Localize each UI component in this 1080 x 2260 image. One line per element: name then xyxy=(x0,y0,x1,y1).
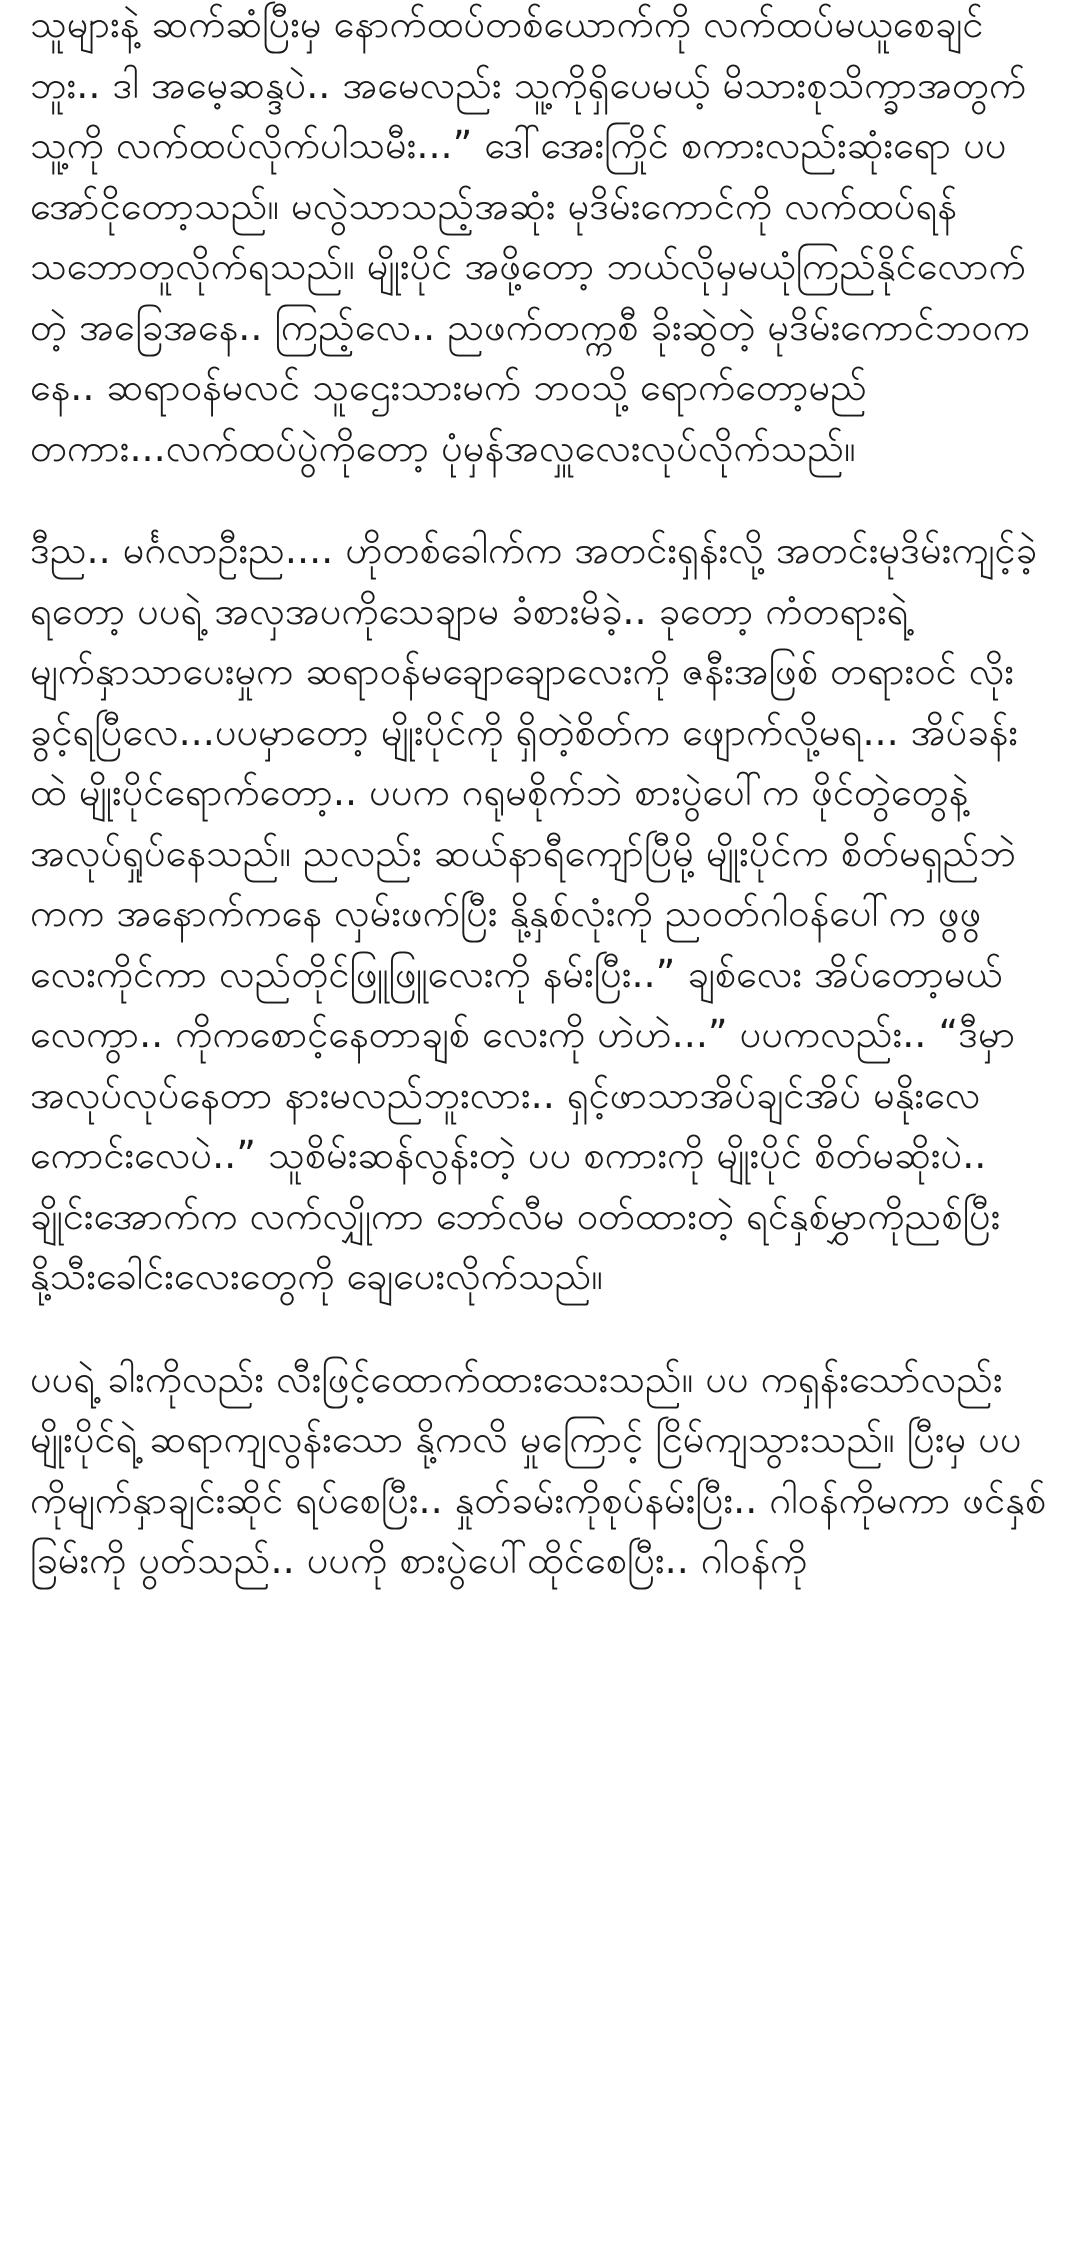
article-paragraph-1: သူများနဲ့ ဆက်ဆံပြီးမှ နောက်ထပ်တစ်ယောက်ကို လက်ထပ်မယူစေချင်ဘူး.. ဒါ အမေ့ဆန္ဒပဲ.. အမေလည်း သူ့ကိုရှိပေမယ့် မိသားစုသိက္ခာအတွက် သူ့ကို လက်ထပ်လိုက်ပါသမီး...” ဒေါ်အေးကြိုင် စကားလည်းဆုံးရော ပပ အော်ငိုတော့သည်။ မလွဲသာသည့်အဆုံး မုဒိမ်းကောင်ကို လက်ထပ်ရန် သဘောတူလိုက်ရသည်။ မျိုးပိုင် အဖို့တော့ ဘယ်လိုမှမယုံကြည်နိုင်လောက်တဲ့ အခြေအနေ.. ကြည့်လေ.. ညဖက်တက္ကစီ ခိုးဆွဲတဲ့ မုဒိမ်းကောင်ဘဝကနေ.. ဆရာဝန်မလင် သူဌေးသားမက် ဘဝသို့ ရောက်တော့မည် တကား...လက်ထပ်ပွဲကိုတော့ ပုံမှန်အလှူလေးလုပ်လိုက်သည်။ xyxy=(30,2,1030,470)
article-paragraph-2: ဒီည.. မင်္ဂလာဦးည.... ဟိုတစ်ခေါက်က အတင်းရှန်းလို့ အတင်းမုဒိမ်းကျင့်ခဲ့ရတော့ ပပရဲ့ အလှအပကိုသေချာမ ခံစားမိခဲ့.. ခုတော့ ကံတရားရဲ့မျက်နှာသာပေးမှုက ဆရာဝန်မချောချောလေးကို ဇနီးအဖြစ် တရားဝင် လိုးခွင့်ရပြီလေ...ပပမှာတော့ မျိုးပိုင်ကို ရှိတဲ့စိတ်က ဖျောက်လို့မရ... အိပ်ခန်းထဲ မျိုးပိုင်ရောက်တော့.. ပပက ဂရုမစိုက်ဘဲ စားပွဲပေါ်က ဖိုင်တွဲတွေနဲ့ အလုပ်ရှုပ်နေသည်။ ညလည်း ဆယ်နာရီကျော်ပြီမို့ မျိုးပိုင်က စိတ်မရှည်ဘဲ ကက အနောက်ကနေ လှမ်းဖက်ပြီး နို့နှစ်လုံးကို ညဝတ်ဂါဝန်ပေါ်က ဖွဖွလေးကိုင်ကာ လည်တိုင်ဖြူဖြူလေးကို နမ်းပြီး..” ချစ်လေး အိပ်တော့မယ်လေကွာ.. ကိုကစောင့်နေတာချစ် လေးကို ဟဲဟဲ...” ပပကလည်း.. “ဒီမှာ အလုပ်လုပ်နေတာ နားမလည်ဘူးလား.. ရှင့်ဖာသာအိပ်ချင်အိပ် မနိုးလေ ကောင်းလေပဲ..” သူစိမ်းဆန်လွန်းတဲ့ ပပ စကားကို မျိုးပိုင် စိတ်မဆိုးပဲ.. ချိုင်းအောက်က လက်လျှိုကာ ဘော်လီမ ဝတ်ထားတဲ့ ရင်နှစ်မွှာကိုညစ်ပြီး နို့သီးခေါင်းလေးတွေကို ချေပေးလိုက်သည်။ xyxy=(30,528,1037,1298)
article-paragraph-3: ပပရဲ့ ခါးကိုလည်း လီးဖြင့်ထောက်ထားသေးသည်။ ပပ ကရှန်းသော်လည်း မျိုးပိုင်ရဲ့ ဆရာကျလွန်းသော နို့ကလိ မှုကြောင့် ငြိမ်ကျသွားသည်။ ပြီးမှ ပပကိုမျက်နှာချင်းဆိုင် ရပ်စေပြီး.. နှုတ်ခမ်းကိုစုပ်နမ်းပြီး.. ဂါဝန်ကိုမကာ ဖင်နှစ် ခြမ်းကို ပွတ်သည်.. ပပကို စားပွဲပေါ်ထိုင်စေပြီး.. ဂါဝန်ကို xyxy=(30,1356,1047,1582)
